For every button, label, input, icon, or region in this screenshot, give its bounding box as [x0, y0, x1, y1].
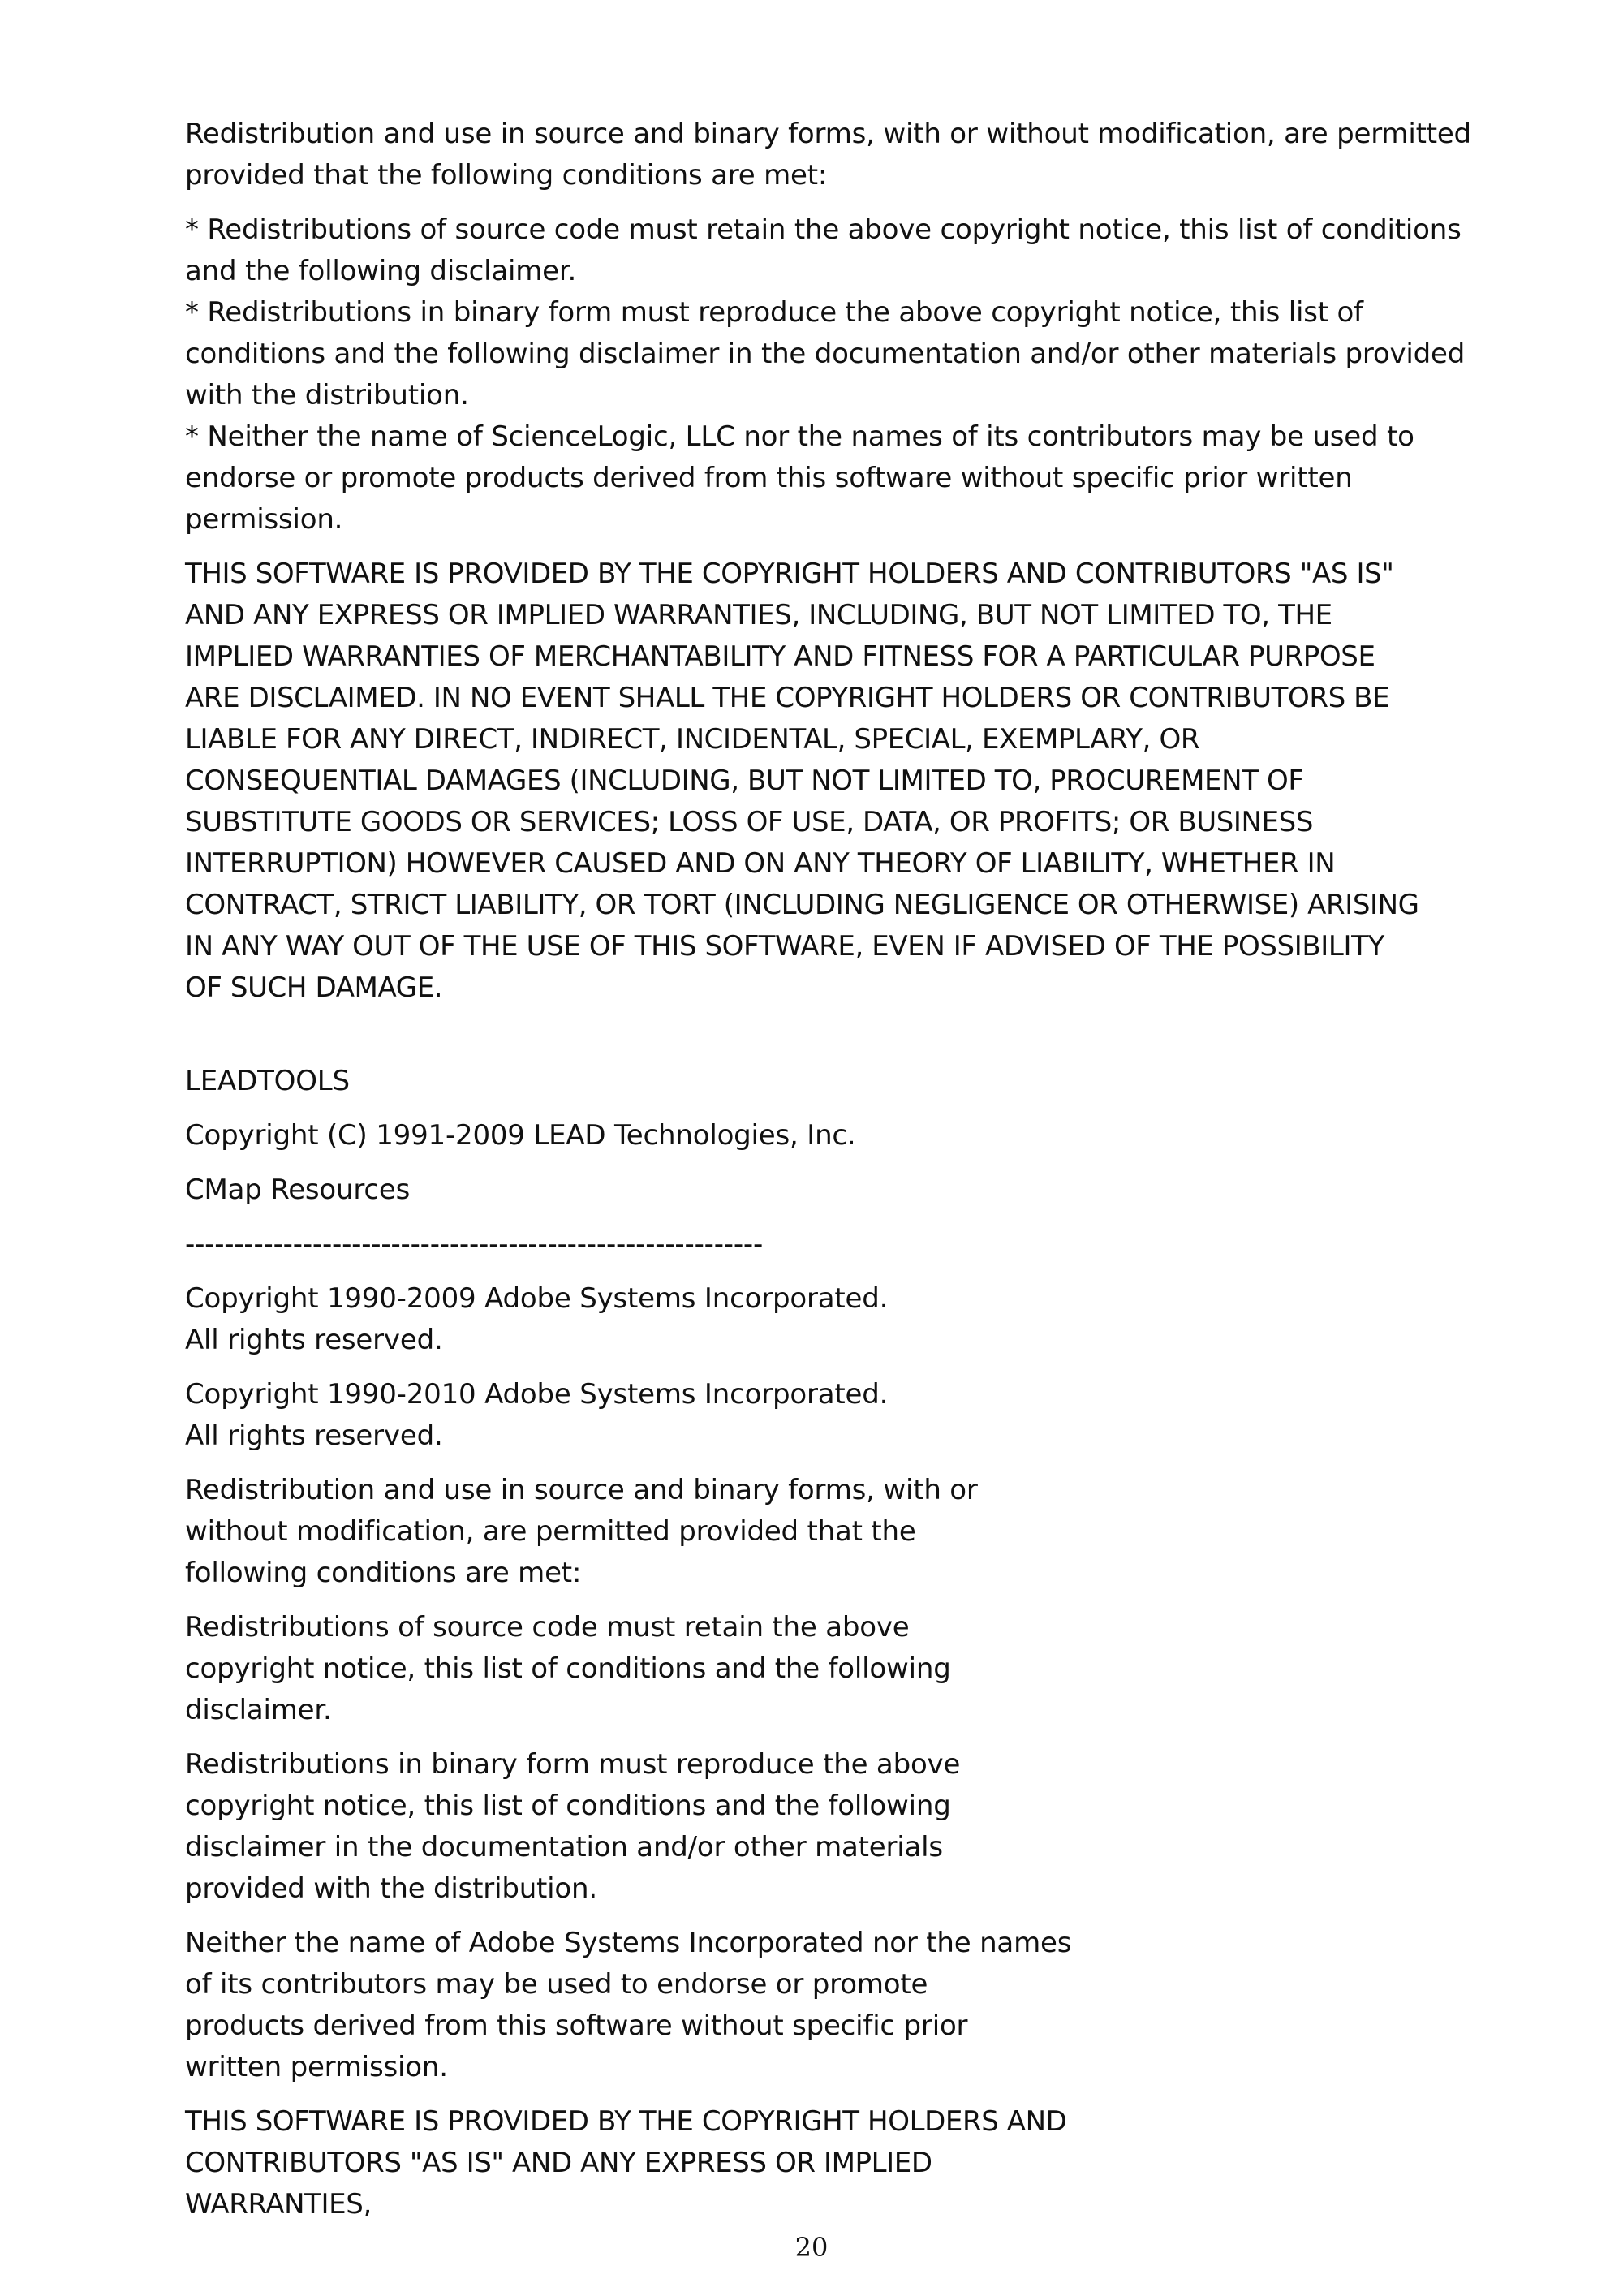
- page-number: 20: [794, 2232, 829, 2263]
- cmap-copyright-2010: Copyright 1990-2010 Adobe Systems Incorporated. All rights reserved.: [185, 1378, 889, 1452]
- cmap-condition-binary: Redistributions in binary form must reproduce the above copyright notice, this list of conditions and the following disclaimer in the documentation and/or other materials provided with the distribution.: [185, 1748, 961, 1905]
- cmap-separator: -----------------------------------------------------------: [185, 1228, 764, 1260]
- cmap-disclaimer-start: THIS SOFTWARE IS PROVIDED BY THE COPYRIGHT HOLDERS AND CONTRIBUTORS "AS IS" AND ANY EXPRESS OR IMPLIED WARRANTIES,: [185, 2105, 1067, 2221]
- cmap-license-intro: Redistribution and use in source and binary forms, with or without modification, are permitted provided that the following conditions are met:: [185, 1474, 978, 1589]
- cmap-condition-source: Redistributions of source code must retain the above copyright notice, this list of conditions and the following disclaimer.: [185, 1611, 951, 1726]
- leadtools-copyright: Copyright (C) 1991-2009 LEAD Technologies, Inc.: [185, 1119, 856, 1152]
- cmap-copyright-2009: Copyright 1990-2009 Adobe Systems Incorporated. All rights reserved.: [185, 1282, 889, 1356]
- cmap-condition-endorse: Neither the name of Adobe Systems Incorporated nor the names of its contributors may be used to endorse or promote products derived from this software without specific prior written permission.: [185, 1927, 1072, 2083]
- section-spacer: [185, 1022, 1524, 1061]
- leadtools-heading: LEADTOOLS: [185, 1065, 350, 1097]
- cmap-heading: CMap Resources: [185, 1174, 411, 1206]
- document-page: [185, 114, 1524, 2238]
- bsd-license-disclaimer: THIS SOFTWARE IS PROVIDED BY THE COPYRIGHT HOLDERS AND CONTRIBUTORS "AS IS" AND ANY EXPRESS OR IMPLIED WARRANTIES, INCLUDING, BUT NOT LIMITED TO, THE IMPLIED WARRANTIES OF MERCHANTABILITY AND FITNESS FOR A PARTICULAR PURPOSE ARE DISCLAIMED. IN NO EVENT SHALL THE COPYRIGHT HOLDERS OR CONTRIBUTORS BE LIABLE FOR ANY DIRECT, INDIRECT, INCIDENTAL, SPECIAL, EXEMPLARY, OR CONSEQUENTIAL DAMAGES (INCLUDING, BUT NOT LIMITED TO, PROCUREMENT OF SUBSTITUTE GOODS OR SERVICES; LOSS OF USE, DATA, OR PROFITS; OR BUSINESS INTERRUPTION) HOWEVER CAUSED AND ON ANY THEORY OF LIABILITY, WHETHER IN CONTRACT, STRICT LIABILITY, OR TORT (INCLUDING NEGLIGENCE OR OTHERWISE) ARISING IN ANY WAY OUT OF THE USE OF THIS SOFTWARE, EVEN IF ADVISED OF THE POSSIBILITY OF SUCH DAMAGE.: [185, 558, 1419, 1004]
- bsd-license-intro: Redistribution and use in source and binary forms, with or without modification, are permitted provided that the following conditions are met:: [185, 118, 1471, 192]
- bsd-license-conditions: * Redistributions of source code must retain the above copyright notice, this list of conditions and the following disclaimer. * Redistributions in binary form must reproduce the above copyright notice, this list of conditions and the following disclaimer in the documentation and/or other materials provided with the distribution. * Neither the name of ScienceLogic, LLC nor the names of its contributors may be used to endorse or promote products derived from this software without specific prior written permission.: [185, 213, 1466, 536]
